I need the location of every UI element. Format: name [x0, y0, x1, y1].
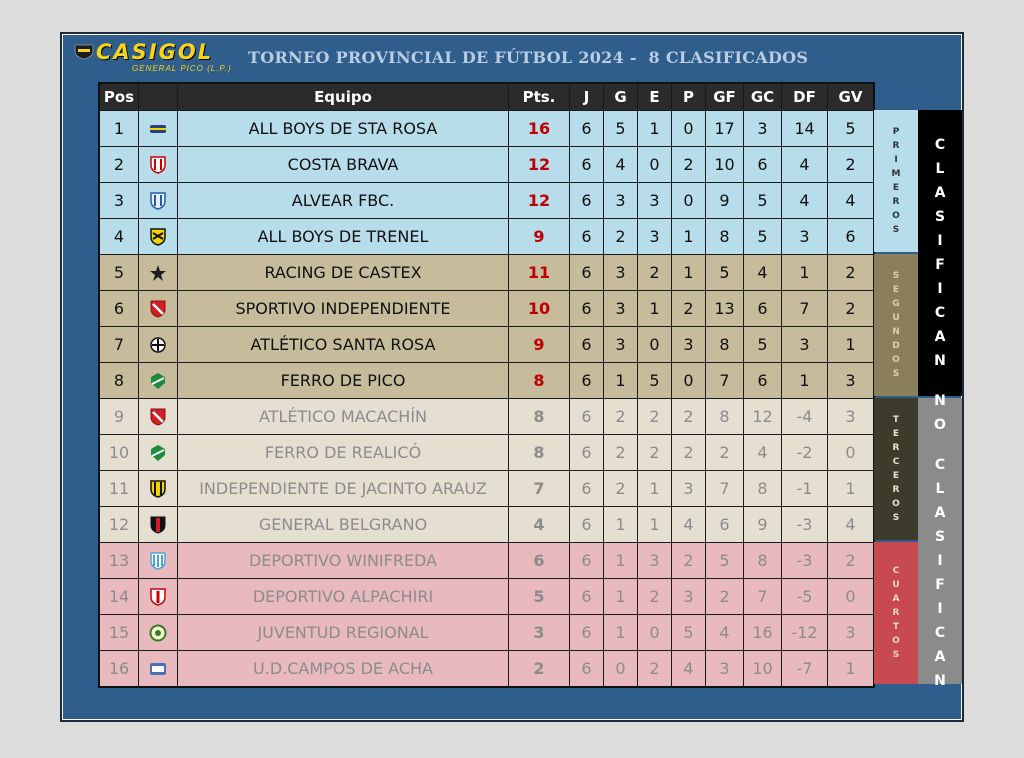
goals-for: 6: [706, 507, 744, 543]
no-clasifican-label: N O C L A S I F I C A N: [918, 398, 962, 684]
goal-difference: -2: [782, 435, 828, 471]
team-badge: [139, 183, 178, 219]
col-badge: [139, 83, 178, 111]
draws: 2: [638, 651, 672, 688]
goals-against: 5: [744, 219, 782, 255]
away-goals: 1: [828, 471, 875, 507]
draws: 2: [638, 435, 672, 471]
team-name: ALVEAR FBC.: [178, 183, 509, 219]
ferro-pico-badge-icon: [148, 371, 168, 391]
wins: 3: [604, 291, 638, 327]
team-name: SPORTIVO INDEPENDIENTE: [178, 291, 509, 327]
team-name: ATLÉTICO MACACHÍN: [178, 399, 509, 435]
team-badge: [139, 219, 178, 255]
goals-for: 5: [706, 255, 744, 291]
losses: 5: [672, 615, 706, 651]
goal-difference: 4: [782, 183, 828, 219]
team-badge: [139, 399, 178, 435]
wins: 1: [604, 615, 638, 651]
goal-difference: -1: [782, 471, 828, 507]
team-badge: [139, 291, 178, 327]
matches-played: 6: [570, 219, 604, 255]
losses: 3: [672, 471, 706, 507]
losses: 2: [672, 543, 706, 579]
goal-difference: -3: [782, 507, 828, 543]
table-row: [99, 147, 874, 183]
wins: 2: [604, 399, 638, 435]
losses: 0: [672, 111, 706, 147]
goal-difference: 4: [782, 147, 828, 183]
matches-played: 6: [570, 543, 604, 579]
goals-for: 8: [706, 327, 744, 363]
team-name: DEPORTIVO ALPACHIRI: [178, 579, 509, 615]
goal-difference: -12: [782, 615, 828, 651]
draws: 0: [638, 147, 672, 183]
goals-for: 8: [706, 399, 744, 435]
goals-against: 8: [744, 543, 782, 579]
team-badge: [139, 579, 178, 615]
matches-played: 6: [570, 651, 604, 688]
wins: 1: [604, 507, 638, 543]
goals-for: 17: [706, 111, 744, 147]
team-name: INDEPENDIENTE DE JACINTO ARAUZ: [178, 471, 509, 507]
matches-played: 6: [570, 507, 604, 543]
draws: 0: [638, 327, 672, 363]
goal-difference: 1: [782, 255, 828, 291]
away-goals: 5: [828, 111, 875, 147]
team-points: 12: [509, 183, 570, 219]
team-badge: [139, 363, 178, 399]
goal-difference: -5: [782, 579, 828, 615]
wins: 3: [604, 183, 638, 219]
team-badge: [139, 471, 178, 507]
team-badge: [139, 255, 178, 291]
goal-difference: 3: [782, 219, 828, 255]
draws: 5: [638, 363, 672, 399]
team-name: ATLÉTICO SANTA ROSA: [178, 327, 509, 363]
matches-played: 6: [570, 111, 604, 147]
team-position: 2: [99, 147, 139, 183]
team-position: 8: [99, 363, 139, 399]
wins: 2: [604, 471, 638, 507]
juventud-regional-badge-icon: [148, 623, 168, 643]
wins: 2: [604, 435, 638, 471]
col-p: P: [672, 83, 706, 111]
group-label-terceros: T E R C E R O S: [874, 398, 918, 540]
team-name: ALL BOYS DE TRENEL: [178, 219, 509, 255]
away-goals: 4: [828, 507, 875, 543]
table-row: [99, 435, 874, 471]
team-badge: [139, 651, 178, 688]
goals-for: 7: [706, 471, 744, 507]
goals-against: 6: [744, 291, 782, 327]
draws: 3: [638, 219, 672, 255]
table-row: [99, 543, 874, 579]
losses: 4: [672, 651, 706, 688]
atletico-macachin-badge-icon: [148, 407, 168, 427]
table-row: [99, 255, 874, 291]
goals-against: 9: [744, 507, 782, 543]
losses: 2: [672, 147, 706, 183]
deportivo-alpachiri-badge-icon: [148, 587, 168, 607]
team-name: GENERAL BELGRANO: [178, 507, 509, 543]
col-team: Equipo: [178, 83, 509, 111]
goals-against: 6: [744, 147, 782, 183]
losses: 1: [672, 255, 706, 291]
wins: 2: [604, 219, 638, 255]
draws: 1: [638, 291, 672, 327]
team-badge: [139, 543, 178, 579]
team-points: 8: [509, 399, 570, 435]
team-position: 13: [99, 543, 139, 579]
group-label-cuartos: C U A R T O S: [874, 542, 918, 684]
table-row: [99, 291, 874, 327]
team-badge: [139, 615, 178, 651]
goals-for: 13: [706, 291, 744, 327]
team-name: U.D.CAMPOS DE ACHA: [178, 651, 509, 688]
racing-castex-badge-icon: [148, 263, 168, 283]
team-badge: [139, 111, 178, 147]
goals-for: 2: [706, 435, 744, 471]
wins: 3: [604, 255, 638, 291]
losses: 1: [672, 219, 706, 255]
draws: 2: [638, 399, 672, 435]
team-points: 3: [509, 615, 570, 651]
team-name: ALL BOYS DE STA ROSA: [178, 111, 509, 147]
alvear-badge-icon: [148, 191, 168, 211]
wins: 3: [604, 327, 638, 363]
team-points: 10: [509, 291, 570, 327]
team-points: 12: [509, 147, 570, 183]
col-e: E: [638, 83, 672, 111]
goal-difference: 3: [782, 327, 828, 363]
team-position: 12: [99, 507, 139, 543]
matches-played: 6: [570, 183, 604, 219]
team-position: 1: [99, 111, 139, 147]
group-label-segundos: S E G U N D O S: [874, 254, 918, 396]
general-belgrano-badge-icon: [148, 515, 168, 535]
goals-for: 4: [706, 615, 744, 651]
col-gv: GV: [828, 83, 875, 111]
away-goals: 1: [828, 327, 875, 363]
goals-for: 9: [706, 183, 744, 219]
table-header-row: [99, 83, 874, 111]
matches-played: 6: [570, 579, 604, 615]
away-goals: 2: [828, 291, 875, 327]
goals-for: 2: [706, 579, 744, 615]
team-points: 4: [509, 507, 570, 543]
team-position: 15: [99, 615, 139, 651]
wins: 1: [604, 579, 638, 615]
goals-for: 7: [706, 363, 744, 399]
col-gc: GC: [744, 83, 782, 111]
team-name: FERRO DE PICO: [178, 363, 509, 399]
matches-played: 6: [570, 291, 604, 327]
team-points: 6: [509, 543, 570, 579]
wins: 1: [604, 363, 638, 399]
away-goals: 3: [828, 399, 875, 435]
goal-difference: -7: [782, 651, 828, 688]
team-badge: [139, 327, 178, 363]
table-row: [99, 111, 874, 147]
goals-against: 7: [744, 579, 782, 615]
team-points: 2: [509, 651, 570, 688]
table-row: [99, 471, 874, 507]
team-position: 5: [99, 255, 139, 291]
goals-against: 5: [744, 327, 782, 363]
table-row: [99, 219, 874, 255]
goals-against: 16: [744, 615, 782, 651]
casigol-logo: [72, 40, 232, 74]
shield-icon: [74, 44, 94, 60]
team-position: 14: [99, 579, 139, 615]
all-boys-trenel-badge-icon: [148, 227, 168, 247]
team-name: JUVENTUD REGIONAL: [178, 615, 509, 651]
goals-against: 8: [744, 471, 782, 507]
matches-played: 6: [570, 471, 604, 507]
table-row: [99, 327, 874, 363]
goals-against: 3: [744, 111, 782, 147]
goals-for: 5: [706, 543, 744, 579]
draws: 1: [638, 111, 672, 147]
team-points: 16: [509, 111, 570, 147]
team-position: 11: [99, 471, 139, 507]
losses: 3: [672, 327, 706, 363]
draws: 3: [638, 543, 672, 579]
away-goals: 0: [828, 435, 875, 471]
matches-played: 6: [570, 435, 604, 471]
losses: 3: [672, 579, 706, 615]
team-points: 9: [509, 219, 570, 255]
standings-table: [98, 82, 875, 688]
independiente-jacinto-arauz-badge-icon: [148, 479, 168, 499]
draws: 1: [638, 471, 672, 507]
goal-difference: -3: [782, 543, 828, 579]
goals-for: 8: [706, 219, 744, 255]
team-name: RACING DE CASTEX: [178, 255, 509, 291]
table-row: [99, 183, 874, 219]
logo-subtitle: GENERAL PICO (L.P.): [132, 64, 232, 73]
team-name: DEPORTIVO WINIFREDA: [178, 543, 509, 579]
away-goals: 2: [828, 543, 875, 579]
team-badge: [139, 507, 178, 543]
goals-against: 5: [744, 183, 782, 219]
goals-against: 4: [744, 255, 782, 291]
draws: 0: [638, 615, 672, 651]
wins: 0: [604, 651, 638, 688]
col-g: G: [604, 83, 638, 111]
losses: 2: [672, 399, 706, 435]
goals-against: 10: [744, 651, 782, 688]
col-df: DF: [782, 83, 828, 111]
team-name: FERRO DE REALICÓ: [178, 435, 509, 471]
team-position: 7: [99, 327, 139, 363]
team-points: 8: [509, 363, 570, 399]
goals-against: 12: [744, 399, 782, 435]
draws: 3: [638, 183, 672, 219]
away-goals: 3: [828, 363, 875, 399]
logo-brand: CASIGOL: [96, 40, 214, 64]
wins: 5: [604, 111, 638, 147]
goals-for: 3: [706, 651, 744, 688]
campos-de-acha-badge-icon: [148, 659, 168, 679]
table-row: [99, 507, 874, 543]
draws: 2: [638, 255, 672, 291]
goal-difference: 7: [782, 291, 828, 327]
goals-for: 10: [706, 147, 744, 183]
col-pts: Pts.: [509, 83, 570, 111]
wins: 4: [604, 147, 638, 183]
team-position: 3: [99, 183, 139, 219]
table-row: [99, 651, 874, 688]
wins: 1: [604, 543, 638, 579]
away-goals: 2: [828, 147, 875, 183]
away-goals: 1: [828, 651, 875, 688]
team-badge: [139, 435, 178, 471]
team-position: 6: [99, 291, 139, 327]
goals-against: 6: [744, 363, 782, 399]
away-goals: 2: [828, 255, 875, 291]
atletico-santa-rosa-badge-icon: [148, 335, 168, 355]
clasifican-label: C L A S I F I C A N: [918, 110, 962, 396]
matches-played: 6: [570, 399, 604, 435]
matches-played: 6: [570, 327, 604, 363]
goals-against: 4: [744, 435, 782, 471]
page-title: TORNEO PROVINCIAL DE FÚTBOL 2024 - 8 CLASIFICADOS: [248, 48, 809, 67]
team-badge: [139, 147, 178, 183]
goal-difference: -4: [782, 399, 828, 435]
away-goals: 3: [828, 615, 875, 651]
matches-played: 6: [570, 363, 604, 399]
col-pos: Pos: [99, 83, 139, 111]
losses: 4: [672, 507, 706, 543]
team-position: 10: [99, 435, 139, 471]
losses: 2: [672, 435, 706, 471]
costa-brava-badge-icon: [148, 155, 168, 175]
table-row: [99, 363, 874, 399]
draws: 1: [638, 507, 672, 543]
draws: 2: [638, 579, 672, 615]
table-row: [99, 579, 874, 615]
deportivo-winifreda-badge-icon: [148, 551, 168, 571]
team-position: 9: [99, 399, 139, 435]
goal-difference: 14: [782, 111, 828, 147]
away-goals: 4: [828, 183, 875, 219]
col-gf: GF: [706, 83, 744, 111]
losses: 0: [672, 363, 706, 399]
col-j: J: [570, 83, 604, 111]
team-position: 4: [99, 219, 139, 255]
table-row: [99, 399, 874, 435]
all-boys-sta-rosa-badge-icon: [148, 119, 168, 139]
losses: 2: [672, 291, 706, 327]
sportivo-independiente-badge-icon: [148, 299, 168, 319]
matches-played: 6: [570, 255, 604, 291]
away-goals: 6: [828, 219, 875, 255]
team-points: 7: [509, 471, 570, 507]
team-points: 8: [509, 435, 570, 471]
goal-difference: 1: [782, 363, 828, 399]
table-row: [99, 615, 874, 651]
team-points: 5: [509, 579, 570, 615]
team-points: 9: [509, 327, 570, 363]
group-label-primeros: P R I M E R O S: [874, 110, 918, 252]
team-position: 16: [99, 651, 139, 688]
team-points: 11: [509, 255, 570, 291]
losses: 0: [672, 183, 706, 219]
team-name: COSTA BRAVA: [178, 147, 509, 183]
away-goals: 0: [828, 579, 875, 615]
matches-played: 6: [570, 615, 604, 651]
matches-played: 6: [570, 147, 604, 183]
ferro-realico-badge-icon: [148, 443, 168, 463]
